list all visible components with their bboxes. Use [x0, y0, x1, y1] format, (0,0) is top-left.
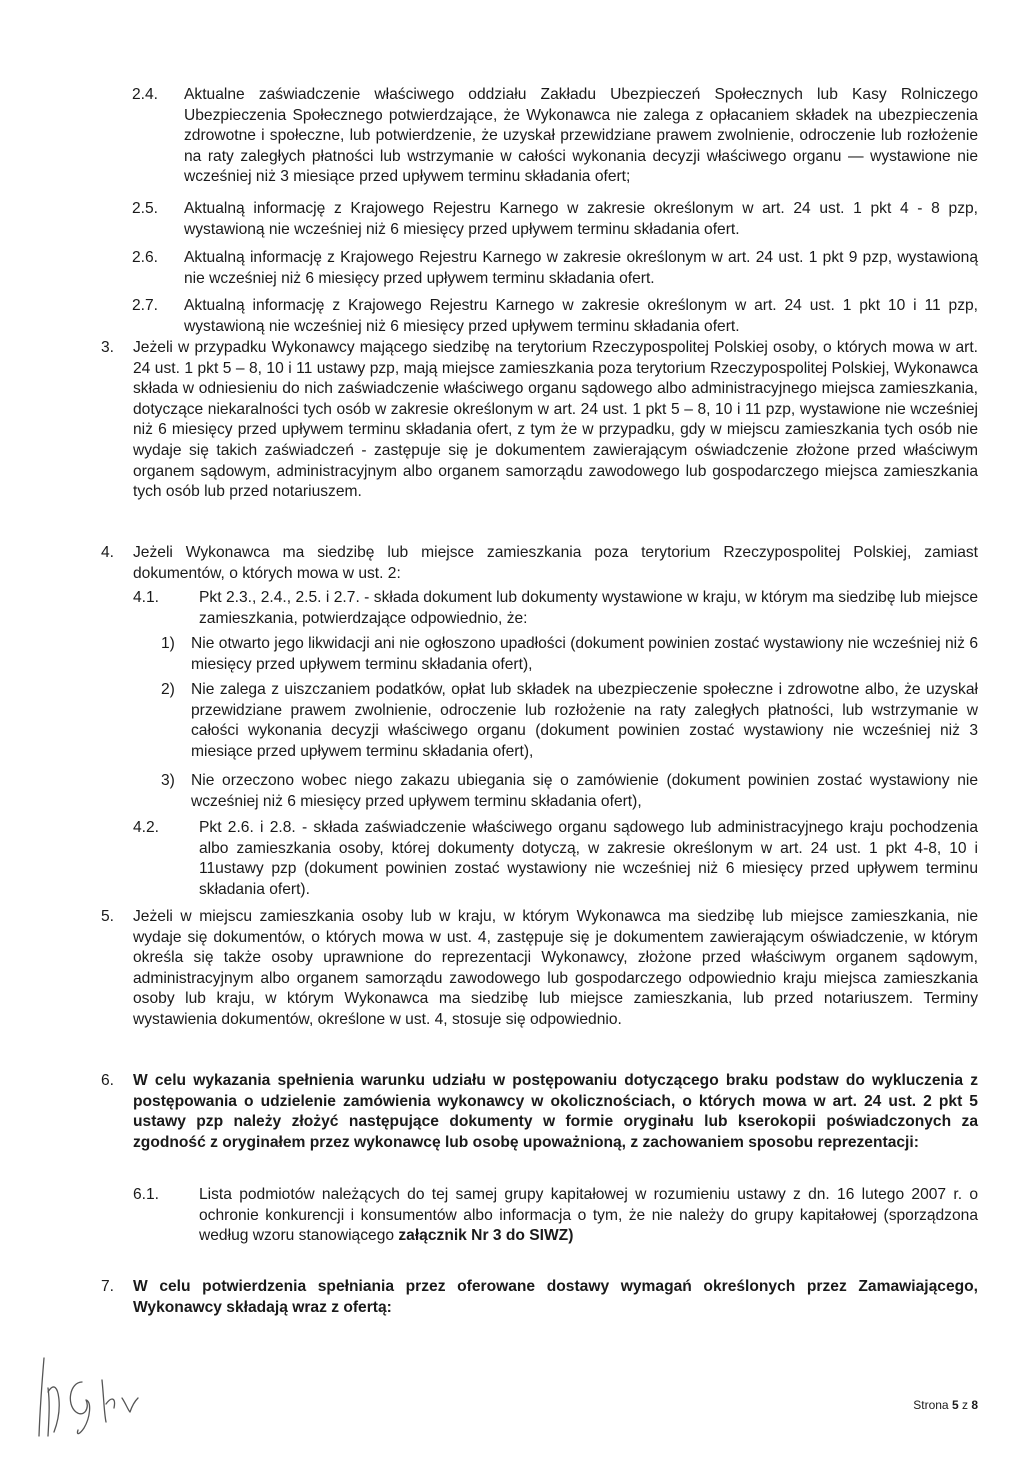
page-footer [913, 1398, 978, 1412]
item-text: Aktualną informację z Krajowego Rejestru Karnego w zakresie określonym w art. 24 ust. 1 pkt 4 - 8 pzp, wystawioną nie wcześniej niż 6 miesięcy przed upływem terminu składania ofert. [184, 200, 978, 238]
item-number: 3) [161, 772, 175, 789]
page-total: 8 [971, 1398, 978, 1412]
item-number: 3. [101, 339, 115, 356]
item-text-bold: W celu wykazania spełnienia warunku udziału w postępowaniu dotyczącego braku podstaw do wykluczenia z postępowania o udzielenie zamówienia wykonawcy w okolicznościach, o których mowa w art. 24 ust. 2 pkt 5 ustawy pzp należy złożyć następujące dokumenty w formie oryginału lub kserokopii poświadczonych za zgodność z oryginałem przez wykonawcę lub osobę upoważnioną, z zachowaniem sposobu reprezentacji: [133, 1072, 978, 1151]
page-separator: z [961, 1398, 968, 1412]
item-number: 7. [101, 1278, 115, 1295]
item-text: Nie zalega z uiszczaniem podatków, opłat lub składek na ubezpieczenie społeczne i zdrowotne albo, że uzyskał przewidziane prawem zwolnienie, odroczenie lub rozłożenie na raty zaległych płatności, lub wstrzymanie w całości wykonania decyzji właściwego organu (dokument powinien zostać wystawiony nie wcześniej niż 3 miesiące przed upływem terminu składania ofert), [191, 681, 978, 760]
item-text: Pkt 2.3., 2.4., 2.5. i 2.7. - składa dokument lub dokumenty wystawione w kraju, w którym ma siedzibę lub miejsce zamieszkania, potwierdzające odpowiednio, że: [199, 589, 978, 627]
item-number: 2.7. [132, 297, 159, 314]
handwritten-signature [28, 1352, 168, 1438]
item-number: 2.5. [132, 200, 159, 217]
item-text: Nie otwarto jego likwidacji ani nie ogłoszono upadłości (dokument powinien zostać wystawiony nie wcześniej niż 6 miesięcy przed upływem terminu składania ofert), [191, 635, 978, 673]
item-number: 4.2. [133, 819, 160, 836]
item-number: 5. [101, 908, 115, 925]
item-number: 6.1. [133, 1186, 160, 1203]
item-text: Pkt 2.6. i 2.8. - składa zaświadczenie właściwego organu sądowego lub administracyjnego kraju pochodzenia albo zamieszkania osoby, której dokumenty dotyczą, w zakresie określonym w art. 24 ust. 1 pkt 4-8, 10 i 11ustawy pzp (dokument powinien zostać wystawiony nie wcześniej niż 6 miesięcy przed upływem terminu składania ofert). [199, 819, 978, 898]
item-text: Jeżeli w miejscu zamieszkania osoby lub w kraju, w którym Wykonawca ma siedzibę lub miejsce zamieszkania, nie wydaje się dokumentów, o których mowa w ust. 4, zastępuje się je dokumentem zawierającym oświadczenie, w którym określa się także osoby uprawnione do reprezentacji Wykonawcy, złożone przed właściwym organem sądowym, administracyjnym albo organem samorządu zawodowego lub gospodarczego odpowiednio kraju miejsca zamieszkania osoby lub kraju, w którym Wykonawca ma siedzibę lub miejsce zamieszkania, lub przed notariuszem. Terminy wystawienia dokumentów, określone w ust. 4, stosuje się odpowiednio. [133, 908, 978, 1028]
item-number: 2.4. [132, 86, 159, 103]
item-text: Aktualne zaświadczenie właściwego oddziału Zakładu Ubezpieczeń Społecznych lub Kasy Rolniczego Ubezpieczenia Społecznego potwierdzające, że Wykonawca nie zalega z opłacaniem składek na ubezpieczenia zdrowotne i społeczne, lub potwierdzenie, że uzyskał przewidziane prawem zwolnienie, odroczenie lub rozłożenie na raty zaległych płatności lub wstrzymanie w całości wykonania decyzji właściwego organu — wystawione nie wcześniej niż 3 miesiące przed upływem terminu składania ofert; [184, 86, 978, 186]
item-text: Jeżeli Wykonawca ma siedzibę lub miejsce zamieszkania poza terytorium Rzeczypospolitej Polskiej, zamiast dokumentów, o których mowa w ust. 2: [133, 544, 978, 582]
item-text [199, 1185, 978, 1247]
item-number: 4.1. [133, 589, 160, 606]
attachment-reference: załącznik Nr 3 do SIWZ) [398, 1227, 574, 1245]
item-text-bold: W celu potwierdzenia spełniania przez oferowane dostawy wymagań określonych przez Zamawiającego, Wykonawcy składają wraz z ofertą: [133, 1278, 978, 1316]
item-text: Jeżeli w przypadku Wykonawcy mającego siedzibę na terytorium Rzeczypospolitej Polskiej osoby, o których mowa w art. 24 ust. 1 pkt 5 – 8, 10 i 11 ustawy pzp, mają miejsce zamieszkania poza terytorium Rzeczypospolitej Polskiej, Wykonawca składa w odniesieniu do nich zaświadczenie właściwego organu sądowego albo administracyjnego miejsca zamieszkania, dotyczące niekaralności tych osób w zakresie określonym w art. 24 ust. 1 pkt 5 – 8, 10 i 11 pzp, wystawione nie wcześniej niż 6 miesięcy przed upływem terminu składania ofert, z tym że w przypadku, gdy w miejscu zamieszkania tych osób nie wydaje się takich zaświadczeń - zastępuje się je dokumentem zawierającym oświadczenie złożone przed właściwym organem sądowym, administracyjnym albo organem samorządu zawodowego lub gospodarczego miejsca zamieszkania tych osób lub przed notariuszem. [133, 339, 978, 501]
item-number: 4. [101, 544, 115, 561]
item-text: Nie orzeczono wobec niego zakazu ubiegania się o zamówienie (dokument powinien zostać wystawiony nie wcześniej niż 6 miesięcy przed upływem terminu składania ofert), [191, 772, 978, 810]
item-number: 2) [161, 681, 175, 698]
item-text: Aktualną informację z Krajowego Rejestru Karnego w zakresie określonym w art. 24 ust. 1 pkt 9 pzp, wystawioną nie wcześniej niż 6 miesięcy przed upływem terminu składania ofert. [184, 249, 978, 287]
page-current: 5 [951, 1398, 959, 1412]
item-number: 2.6. [132, 249, 159, 266]
item-text: Aktualną informację z Krajowego Rejestru Karnego w zakresie określonym w art. 24 ust. 1 pkt 10 i 11 pzp, wystawioną nie wcześniej niż 6 miesięcy przed upływem terminu składania ofert. [184, 297, 978, 335]
item-number: 6. [101, 1072, 115, 1089]
page-label: Strona [913, 1398, 949, 1412]
item-text-regular: Lista podmiotów należących do tej samej grupy kapitałowej w rozumieniu ustawy z dn. 16 lutego 2007 r. o ochronie konkurencji i konsumentów albo informacja o tym, że nie należy do grupy kapitałowej (sporządzona według wzoru stanowiącego [199, 1186, 978, 1245]
item-number: 1) [161, 635, 175, 652]
